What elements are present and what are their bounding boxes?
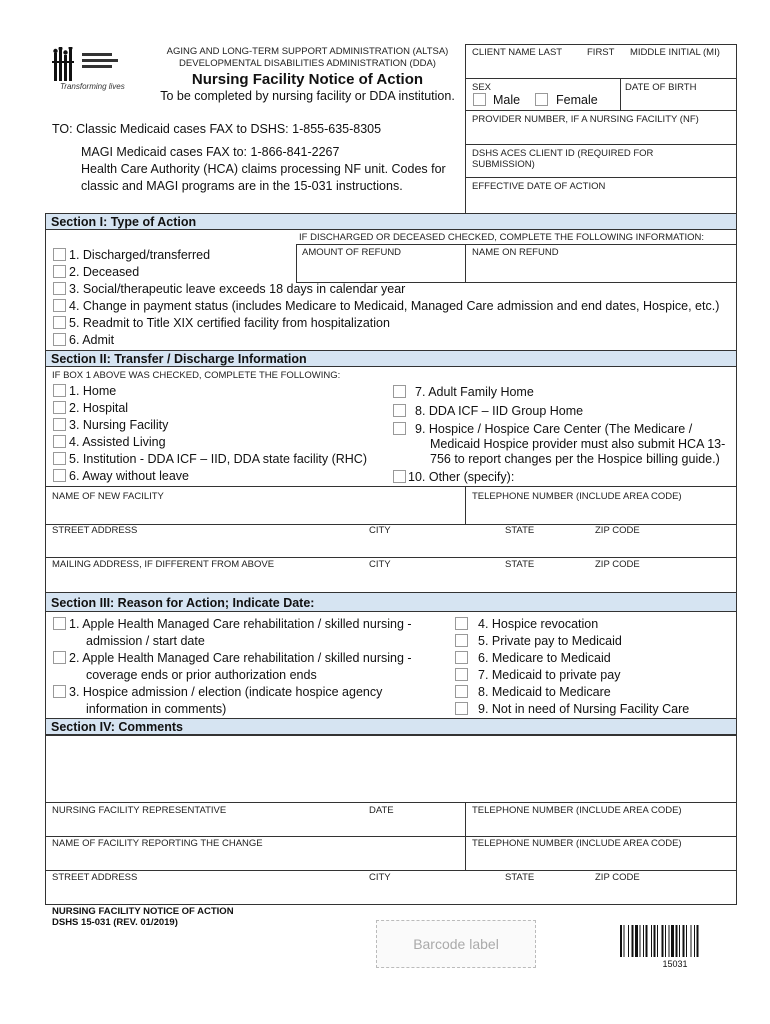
- section3-header: [45, 592, 736, 612]
- barcode-label-placeholder: Barcode label: [376, 920, 536, 968]
- mailing-address-field[interactable]: [50, 571, 732, 589]
- new-facility-phone-field[interactable]: [470, 503, 732, 522]
- transfer-item-4: 4. Assisted Living: [69, 435, 166, 449]
- transfer-item-7: 7. Adult Family Home: [415, 385, 534, 399]
- facility-reporting-field[interactable]: [50, 850, 460, 867]
- reason-item-1: 1. Apple Health Managed Care rehabilitation / skilled nursing -: [69, 617, 412, 631]
- rep-city-label: CITY: [369, 872, 391, 883]
- reason-item-6: 6. Medicare to Medicaid: [478, 651, 611, 665]
- reason-medicaid-to-private-checkbox[interactable]: [455, 668, 468, 681]
- to-line2: MAGI Medicaid cases FAX to: 1-866-841-2267: [81, 145, 340, 159]
- facility-reporting-phone-label: TELEPHONE NUMBER (INCLUDE AREA CODE): [472, 838, 682, 849]
- reason-mc-coverage-checkbox[interactable]: [53, 651, 66, 664]
- action-item-1: 1. Discharged/transferred: [69, 248, 211, 262]
- transfer-awol-checkbox[interactable]: [53, 469, 66, 482]
- transfer-institution-checkbox[interactable]: [53, 452, 66, 465]
- transfer-item-8: 8. DDA ICF – IID Group Home: [415, 404, 584, 418]
- transfer-afh-checkbox[interactable]: [393, 385, 406, 398]
- street-address-label: STREET ADDRESS: [52, 525, 138, 536]
- to-line1: TO: Classic Medicaid cases FAX to DSHS: 1-855-635-8305: [52, 122, 382, 136]
- reason-item-3-line2: information in comments): [86, 702, 227, 716]
- transfer-hospital-checkbox[interactable]: [53, 401, 66, 414]
- rep-date-label: DATE: [369, 805, 394, 816]
- reason-item-7: 7. Medicaid to private pay: [478, 668, 621, 682]
- mailing-city-label: CITY: [369, 559, 391, 570]
- reason-item-5: 5. Private pay to Medicaid: [478, 634, 622, 648]
- action-item-5: 5. Readmit to Title XIX certified facility from hospitalization: [69, 316, 390, 330]
- reason-item-4: 4. Hospice revocation: [478, 617, 599, 631]
- transfer-home-checkbox[interactable]: [53, 384, 66, 397]
- transfer-item-9-line2: Medicaid Hospice provider must also submit HCA 13-: [430, 437, 726, 451]
- action-admit-checkbox[interactable]: [53, 333, 66, 346]
- reason-not-in-need-checkbox[interactable]: [455, 702, 468, 715]
- rep-phone-label: TELEPHONE NUMBER (INCLUDE AREA CODE): [472, 805, 682, 816]
- transfer-al-checkbox[interactable]: [53, 435, 66, 448]
- aces-id-label-1: DSHS ACES CLIENT ID (REQUIRED FOR: [472, 148, 654, 159]
- footer-form-number: DSHS 15-031 (REV. 01/2019): [52, 917, 178, 928]
- client-name-label: CLIENT NAME LAST: [472, 47, 563, 58]
- transfer-item-5: 5. Institution - DDA ICF – IID, DDA state facility (RHC): [69, 452, 367, 466]
- to-line4: classic and MAGI programs are in the 15-031 instructions.: [81, 179, 403, 193]
- rep-street-field[interactable]: [50, 884, 732, 902]
- transfer-nf-checkbox[interactable]: [53, 418, 66, 431]
- reason-item-8: 8. Medicaid to Medicare: [478, 685, 611, 699]
- agency-line2: DEVELOPMENTAL DISABILITIES ADMINISTRATION (DDA): [179, 58, 436, 69]
- street-address-field[interactable]: [50, 537, 732, 555]
- transfer-icf-checkbox[interactable]: [393, 404, 406, 417]
- facility-reporting-label: NAME OF FACILITY REPORTING THE CHANGE: [52, 838, 263, 849]
- barcode-number: 15031: [662, 959, 688, 969]
- reason-hospice-admission-checkbox[interactable]: [53, 685, 66, 698]
- female-checkbox[interactable]: [535, 93, 548, 106]
- page-title: Nursing Facility Notice of Action: [191, 71, 424, 88]
- section2-title: Section II: Transfer / Discharge Information: [51, 352, 307, 366]
- dob-label: DATE OF BIRTH: [625, 82, 697, 93]
- reason-hospice-revocation-checkbox[interactable]: [455, 617, 468, 630]
- logo-tagline: Transforming lives: [60, 82, 125, 91]
- new-facility-phone-label: TELEPHONE NUMBER (INCLUDE AREA CODE): [472, 491, 682, 502]
- transfer-item-9-line3: 756 to report changes per the Hospice billing guide.): [430, 452, 720, 466]
- action-payment-checkbox[interactable]: [53, 299, 66, 312]
- reason-private-to-medicaid-checkbox[interactable]: [455, 634, 468, 647]
- if-discharged-note: IF DISCHARGED OR DECEASED CHECKED, COMPLETE THE FOLLOWING INFORMATION:: [299, 232, 705, 243]
- middle-initial-label: MIDDLE INITIAL (MI): [630, 47, 720, 58]
- aces-id-label-2: SUBMISSION): [472, 159, 535, 170]
- facility-reporting-phone-field[interactable]: [470, 850, 732, 867]
- zip-label: ZIP CODE: [595, 525, 640, 536]
- section1-header: [45, 213, 736, 230]
- first-name-label: FIRST: [587, 47, 615, 58]
- transfer-item-1: 1. Home: [69, 384, 117, 398]
- new-facility-field[interactable]: [50, 503, 460, 522]
- transfer-item-10: 10. Other (specify):: [408, 470, 515, 484]
- new-facility-label: NAME OF NEW FACILITY: [52, 491, 164, 502]
- provider-number-label: PROVIDER NUMBER, IF A NURSING FACILITY (NF): [472, 114, 699, 125]
- action-discharged-checkbox[interactable]: [53, 248, 66, 261]
- transfer-item-3: 3. Nursing Facility: [69, 418, 169, 432]
- transfer-item-9: 9. Hospice / Hospice Care Center (The Medicare /: [415, 422, 693, 436]
- reason-item-2-line2: coverage ends or prior authorization ends: [86, 668, 317, 682]
- rep-street-label: STREET ADDRESS: [52, 872, 138, 883]
- action-leave-checkbox[interactable]: [53, 282, 66, 295]
- transfer-item-2: 2. Hospital: [69, 401, 129, 415]
- dob-field[interactable]: [623, 93, 733, 108]
- section4-title: Section IV: Comments: [51, 720, 183, 734]
- male-label: Male: [493, 93, 521, 107]
- reason-medicare-to-medicaid-checkbox[interactable]: [455, 651, 468, 664]
- section4-header: [45, 718, 736, 735]
- name-refund-field[interactable]: [470, 258, 732, 280]
- mailing-zip-label: ZIP CODE: [595, 559, 640, 570]
- female-label: Female: [556, 93, 598, 107]
- sex-label: SEX: [472, 82, 492, 93]
- effective-date-field[interactable]: [470, 193, 732, 211]
- if-box1-note: IF BOX 1 ABOVE WAS CHECKED, COMPLETE THE FOLLOWING:: [52, 370, 341, 381]
- name-refund-label: NAME ON REFUND: [472, 247, 559, 258]
- state-label: STATE: [505, 525, 535, 536]
- section1-title: Section I: Type of Action: [51, 215, 197, 229]
- barcode-image: [620, 925, 730, 957]
- transfer-hospice-checkbox[interactable]: [393, 422, 406, 435]
- reason-item-3: 3. Hospice admission / election (indicate hospice agency: [69, 685, 383, 699]
- barcode-icon: [620, 925, 730, 957]
- reason-medicaid-to-medicare-checkbox[interactable]: [455, 685, 468, 698]
- action-item-6: 6. Admit: [69, 333, 115, 347]
- page-subtitle: To be completed by nursing facility or DDA institution.: [160, 89, 455, 103]
- footer-form-name: NURSING FACILITY NOTICE OF ACTION: [52, 906, 234, 917]
- mailing-state-label: STATE: [505, 559, 535, 570]
- rep-zip-label: ZIP CODE: [595, 872, 640, 883]
- comments-field[interactable]: [50, 740, 732, 798]
- client-name-field[interactable]: [470, 58, 732, 76]
- rep-state-label: STATE: [505, 872, 535, 883]
- mailing-address-label: MAILING ADDRESS, IF DIFFERENT FROM ABOVE: [52, 559, 275, 570]
- reason-item-2: 2. Apple Health Managed Care rehabilitation / skilled nursing -: [69, 651, 412, 665]
- action-readmit-checkbox[interactable]: [53, 316, 66, 329]
- agency-line1: AGING AND LONG-TERM SUPPORT ADMINISTRATION (ALTSA): [166, 46, 449, 57]
- action-item-2: 2. Deceased: [69, 265, 140, 279]
- action-item-3: 3. Social/therapeutic leave exceeds 18 days in calendar year: [69, 282, 406, 296]
- nf-rep-field[interactable]: [50, 817, 360, 834]
- provider-number-field[interactable]: [470, 126, 732, 142]
- reason-mc-admission-checkbox[interactable]: [53, 617, 66, 630]
- transfer-other-checkbox[interactable]: [393, 470, 406, 483]
- transfer-item-6: 6. Away without leave: [69, 469, 189, 483]
- city-label: CITY: [369, 525, 391, 536]
- male-checkbox[interactable]: [473, 93, 486, 106]
- section2-header: [45, 350, 736, 367]
- effective-date-label: EFFECTIVE DATE OF ACTION: [472, 181, 606, 192]
- reason-item-1-line2: admission / start date: [86, 634, 205, 648]
- action-item-4: 4. Change in payment status (includes Medicare to Medicaid, Managed Care admission and end dates, Hospice, etc.): [69, 299, 720, 313]
- amount-refund-field[interactable]: [300, 258, 462, 280]
- nf-rep-label: NURSING FACILITY REPRESENTATIVE: [52, 805, 227, 816]
- rep-date-field[interactable]: [367, 817, 462, 834]
- reason-item-9: 9. Not in need of Nursing Facility Care: [478, 702, 690, 716]
- to-line3: Health Care Authority (HCA) claims processing NF unit. Codes for: [81, 162, 446, 176]
- section3-title: Section III: Reason for Action; Indicate Date:: [51, 596, 315, 610]
- amount-refund-label: AMOUNT OF REFUND: [302, 247, 402, 258]
- action-deceased-checkbox[interactable]: [53, 265, 66, 278]
- rep-phone-field[interactable]: [470, 817, 732, 834]
